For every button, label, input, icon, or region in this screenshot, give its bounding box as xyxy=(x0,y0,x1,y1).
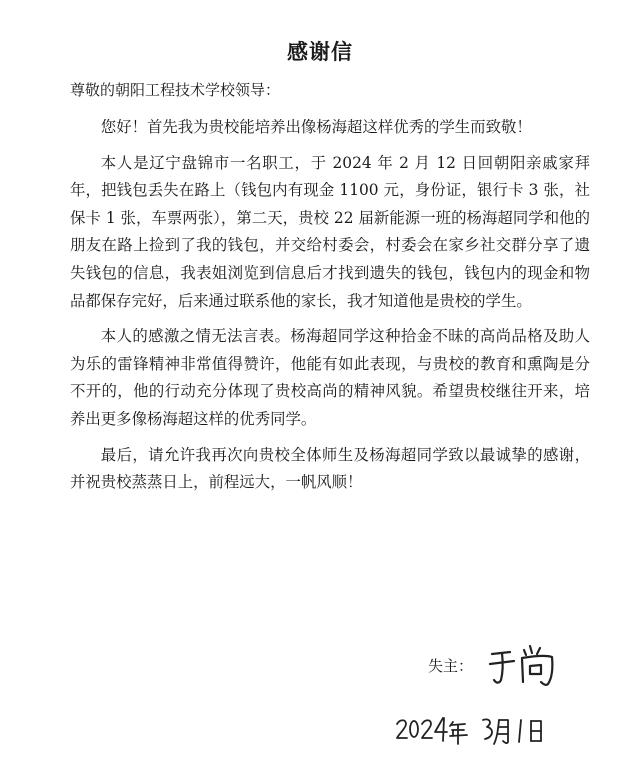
paragraph-greeting: 您好！首先我为贵校能培养出像杨海超这样优秀的学生而致敬！ xyxy=(100,118,532,136)
handwritten-date xyxy=(395,710,555,750)
paragraph-incident: 本人是辽宁盘锦市一名职工，于 2024 年 2 月 12 日回朝阳亲戚家拜年，把钱包丢失在路上（钱包内有现金 1100 元，身份证，银行卡 3 张，社保卡 1 张，车票两张），第二天，贵校 22 届新能源一班的杨海超同学和他的朋友在路上捡到了我的钱包，并交给村委会，村委会在家乡社交群分享了遗失钱包的信息，我表姐浏览到信息后才找到遗失的钱包，钱包内的现金和物品都保存完好，后来通过联系他的家长，我才知道他是贵校的学生。 xyxy=(70,153,590,310)
salutation: 尊敬的朝阳工程技术学校领导： xyxy=(70,81,281,99)
handwritten-signature xyxy=(486,640,566,690)
paragraph-gratitude: 本人的感激之情无法言表。杨海超同学这种拾金不昧的高尚品格及助人为乐的雷锋精神非常值得赞许，他能有如此表现，与贵校的教育和熏陶是分不开的，他的行动充分体现了贵校高尚的精神风貌。希望贵校继往开来，培养出更多像杨海超这样的优秀同学。 xyxy=(70,327,590,428)
letter-title: 感谢信 xyxy=(287,40,353,64)
paragraph-closing: 最后，请允许我再次向贵校全体师生及杨海超同学致以最诚挚的感谢，并祝贵校蒸蒸日上，前程远大，一帆风顺！ xyxy=(70,445,590,492)
signature-label: 失主： xyxy=(428,657,474,675)
letter-body xyxy=(70,114,590,505)
